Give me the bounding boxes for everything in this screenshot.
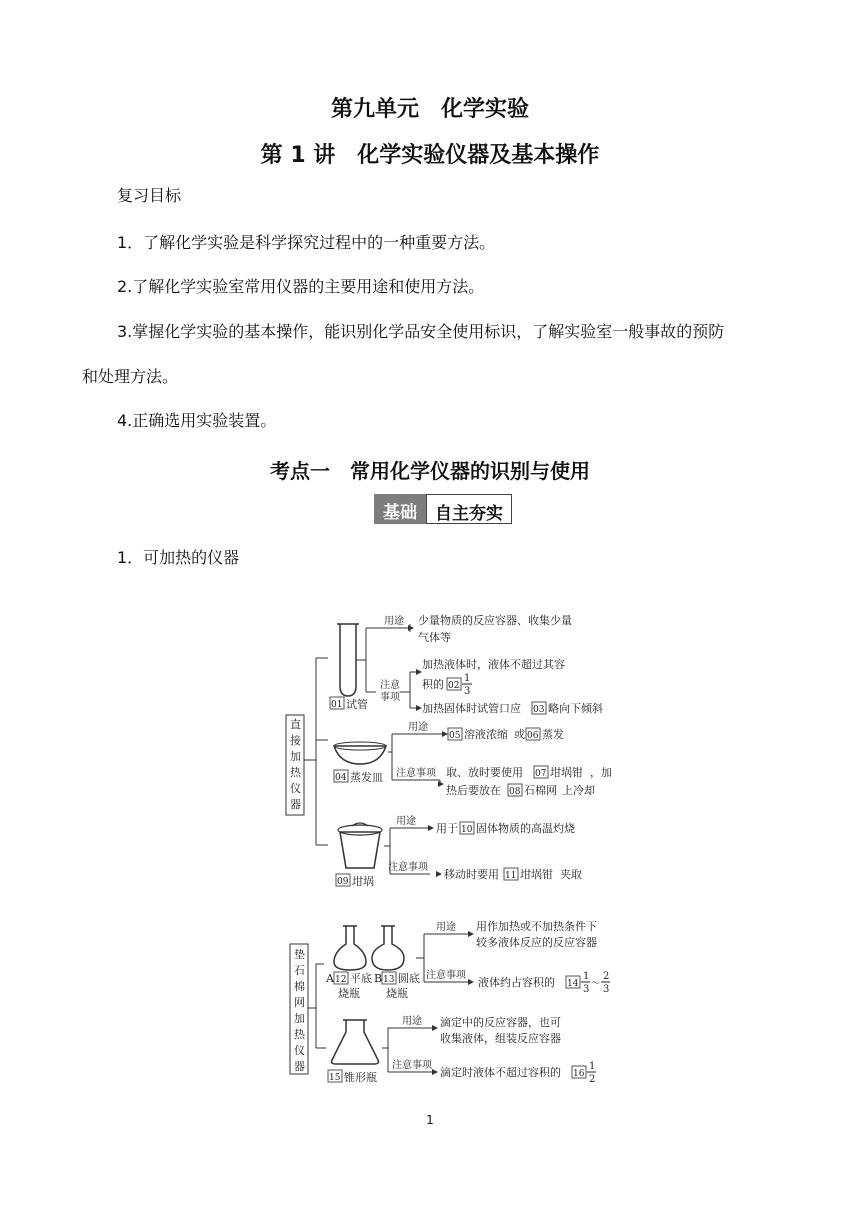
notes-label: 注意事项 — [426, 970, 466, 981]
tilde: ～ — [591, 979, 601, 989]
fraction-num: 1 — [583, 971, 590, 982]
crucible-icon — [340, 832, 380, 868]
group-label-char: 热 — [294, 1028, 305, 1041]
fraction-den: 3 — [603, 984, 610, 995]
usage-label: 用途 — [396, 816, 416, 827]
flat-bottom-flask-icon — [334, 926, 366, 970]
group-label-char: 直 — [290, 718, 301, 731]
group-label-char: 石 — [294, 964, 305, 977]
review-item: 1．了解化学实验是科学探究过程中的一种重要方法。 — [117, 233, 496, 252]
instrument-name: 蒸发皿 — [350, 771, 383, 784]
answer-number: 05 — [449, 731, 461, 741]
answer-number: 10 — [461, 825, 473, 835]
subheading: 1．可加热的仪器 — [117, 548, 240, 567]
badge-left: 基础 — [374, 494, 426, 524]
notes-label: 事项 — [380, 692, 400, 703]
conical-usage: 收集液体，组装反应容器 — [440, 1032, 561, 1045]
badge-right: 自主夯实 — [426, 494, 512, 524]
tube-usage: 少量物质的反应容器、收集少量 — [418, 614, 572, 627]
review-item: 2.了解化学实验室常用仪器的主要用途和使用方法。 — [117, 277, 485, 296]
group-label-char: 加 — [290, 750, 301, 763]
connector-text: 或 — [514, 728, 525, 741]
answer-number: 08 — [509, 787, 521, 797]
instrument-name: 坩埚 — [352, 875, 374, 888]
answer-number: 03 — [533, 705, 545, 715]
tube-note: 积的 — [422, 678, 444, 691]
group-label-char: 器 — [290, 798, 301, 811]
usage-label: 用途 — [408, 722, 428, 733]
answer-number: 13 — [383, 975, 395, 985]
group-label-char: 仪 — [290, 782, 301, 795]
answer-number: 04 — [335, 773, 347, 783]
answer-number: 16 — [573, 1069, 585, 1079]
fraction-den: 3 — [464, 686, 471, 697]
round-bottom-flask-icon — [372, 926, 404, 970]
answer-text: 石棉网 — [524, 784, 557, 797]
tube-note: 加热液体时，液体不超过其容 — [422, 658, 565, 671]
group-label-char: 加 — [294, 1012, 305, 1025]
answer-number: 01 — [331, 700, 343, 710]
answer-text: 坩埚钳 — [550, 766, 583, 779]
instrument-name: 烧瓶 — [386, 987, 408, 1000]
answer-number: 09 — [337, 877, 349, 887]
fraction-num: 2 — [603, 971, 610, 982]
section-badge — [374, 494, 512, 524]
group-label-char: 仪 — [294, 1044, 305, 1057]
gauze-heating-diagram — [286, 912, 616, 1090]
group-label-char: 垫 — [294, 948, 305, 961]
group-label-char: 接 — [290, 734, 301, 747]
answer-number: 15 — [329, 1073, 341, 1083]
review-item: 4.正确选用实验装置。 — [117, 411, 277, 430]
conical-usage: 滴定中的反应容器，也可 — [440, 1016, 561, 1029]
crucible-note: 移动时要用 — [444, 868, 499, 881]
usage-label: 用途 — [402, 1016, 422, 1027]
dish-note: 热后要放在 — [446, 784, 501, 797]
answer-text: 坩埚钳 — [520, 868, 553, 881]
answer-text: 蒸发 — [542, 728, 564, 741]
notes-label: 注意事项 — [396, 768, 436, 779]
review-item: 3.掌握化学实验的基本操作，能识别化学品安全使用标识，了解实验室一般事故的预防 — [117, 322, 725, 341]
conical-note: 滴定时液体不超过容积的 — [440, 1066, 561, 1079]
answer-text: 略向下倾斜 — [548, 702, 603, 715]
answer-text: 溶液浓缩 — [464, 728, 508, 741]
crucible-usage: 用于 — [436, 822, 458, 835]
dish-note: 上冷却 — [562, 784, 595, 797]
group-label-char: 网 — [294, 996, 305, 1009]
notes-label: 注意 — [380, 680, 400, 691]
group-label-char: 热 — [290, 766, 301, 779]
answer-number: 11 — [505, 871, 517, 881]
test-tube-icon — [340, 624, 356, 696]
crucible-note: 夹取 — [560, 868, 582, 881]
answer-number: 07 — [535, 769, 547, 779]
instrument-name: 锥形瓶 — [344, 1071, 377, 1084]
conical-flask-icon — [332, 1020, 379, 1064]
fraction-num: 1 — [464, 673, 471, 684]
group-label-char: 棉 — [294, 980, 305, 993]
fraction-den: 2 — [589, 1074, 596, 1085]
review-item-cont: 和处理方法。 — [82, 367, 179, 386]
label-b: B — [374, 972, 383, 985]
page-number: 1 — [426, 1113, 434, 1127]
answer-number: 14 — [567, 979, 579, 989]
flask-usage: 用作加热或不加热条件下 — [476, 920, 597, 933]
answer-number: 02 — [448, 681, 460, 691]
usage-label: 用途 — [436, 922, 456, 933]
unit-title: 第九单元 化学实验 — [330, 97, 529, 122]
tube-usage: 气体等 — [418, 631, 451, 644]
instrument-name: 烧瓶 — [338, 987, 360, 1000]
notes-label: 注意事项 — [388, 862, 428, 873]
instrument-name: 试管 — [346, 698, 368, 711]
review-heading: 复习目标 — [117, 186, 182, 205]
section-title: 考点一 常用化学仪器的识别与使用 — [270, 459, 590, 483]
tube-note: 加热固体时试管口应 — [422, 702, 521, 715]
flask-note: 液体约占容积的 — [478, 976, 555, 989]
dish-note: ，加 — [590, 766, 612, 779]
answer-number: 06 — [527, 731, 539, 741]
answer-number: 12 — [335, 975, 347, 985]
usage-label: 用途 — [384, 616, 404, 627]
label-a: A — [326, 972, 334, 985]
fraction-num: 1 — [589, 1061, 596, 1072]
notes-label: 注意事项 — [392, 1060, 432, 1071]
dish-note: 取、放时要使用 — [446, 766, 523, 779]
lecture-title: 第 1 讲 化学实验仪器及基本操作 — [260, 143, 600, 168]
direct-heating-diagram — [280, 600, 615, 895]
instrument-name: 平底 — [350, 972, 372, 985]
group-label-char: 器 — [294, 1060, 305, 1073]
answer-text: 固体物质的高温灼烧 — [476, 822, 575, 835]
instrument-name: 圆底 — [398, 972, 420, 985]
fraction-den: 3 — [583, 984, 590, 995]
flask-usage: 较多液体反应的反应容器 — [476, 936, 597, 949]
